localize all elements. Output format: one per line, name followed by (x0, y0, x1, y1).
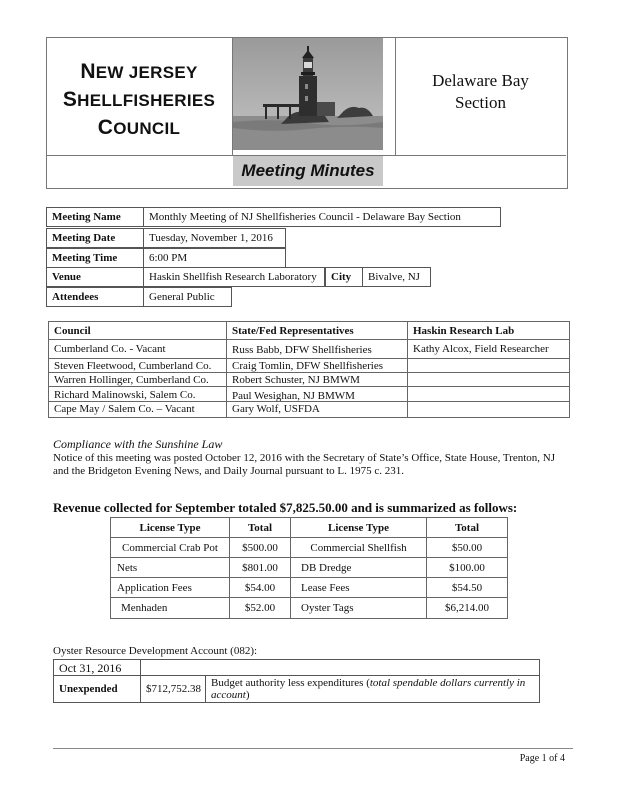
table-cell: $54.00 (229, 577, 291, 598)
section-title-line: Section (455, 93, 506, 112)
council-title-word: HELLFISHERIES (77, 91, 216, 110)
meeting-date-label: Meeting Date (46, 228, 144, 248)
table-cell: Lease Fees (290, 577, 427, 598)
table-cell: Oyster Tags (290, 597, 427, 619)
council-title-initial: S (62, 88, 78, 111)
table-cell: Cumberland Co. - Vacant (48, 339, 227, 359)
table-cell: Commercial Crab Pot (110, 537, 230, 558)
lighthouse-photo (233, 38, 383, 150)
unexpended-description (205, 675, 540, 703)
revenue-col-header: Total (229, 517, 291, 538)
oyster-account-heading: Oyster Resource Development Account (082): (53, 645, 258, 657)
description-text: ) (245, 689, 250, 701)
table-cell (407, 386, 570, 402)
oyster-date: Oct 31, 2016 (53, 659, 141, 676)
table-cell: Richard Malinowski, Salem Co. (48, 386, 227, 402)
table-cell: Gary Wolf, USFDA (226, 401, 408, 418)
meeting-minutes-title: Meeting Minutes (233, 156, 383, 186)
table-cell: $100.00 (426, 557, 508, 578)
attendees-label: Attendees (46, 287, 144, 307)
footer-divider (53, 748, 573, 749)
table-cell: Craig Tomlin, DFW Shellfisheries (226, 358, 408, 373)
table-cell (407, 372, 570, 387)
table-cell: Paul Wesighan, NJ BMWM (226, 386, 408, 402)
sunshine-paragraph (53, 452, 573, 478)
table-cell: Cape May / Salem Co. – Vacant (48, 401, 227, 418)
sunshine-heading: Compliance with the Sunshine Law (53, 437, 223, 451)
table-cell: Commercial Shellfish (290, 537, 427, 558)
table-cell: Warren Hollinger, Cumberland Co. (48, 372, 227, 387)
unexpended-label: Unexpended (53, 675, 141, 703)
attendees-value: General Public (143, 287, 232, 307)
meeting-time-value: 6:00 PM (143, 248, 286, 268)
representatives-col-header: State/Fed Representatives (226, 321, 408, 340)
council-col-header: Council (48, 321, 227, 340)
table-cell: $801.00 (229, 557, 291, 578)
table-cell: Menhaden (110, 597, 230, 619)
table-cell: DB Dredge (290, 557, 427, 578)
meeting-name-label: Meeting Name (46, 207, 144, 227)
sunshine-line: Notice of this meeting was posted October 12, 2016 with the Secretary of State’s Office, State House, Trenton, NJ (53, 452, 556, 464)
table-cell: Steven Fleetwood, Cumberland Co. (48, 358, 227, 373)
table-cell: Russ Babb, DFW Shellfisheries (226, 339, 408, 359)
description-italic: total spendable dollars currently in account (211, 677, 526, 701)
table-cell: $54.50 (426, 577, 508, 598)
revenue-col-header: License Type (110, 517, 230, 538)
table-cell: Nets (110, 557, 230, 578)
city-value: Bivalve, NJ (362, 267, 431, 287)
page-number: Page 1 of 4 (519, 753, 565, 764)
table-cell: Kathy Alcox, Field Researcher (407, 339, 570, 359)
table-cell (407, 401, 570, 418)
description-text: Budget authority less expenditures ( (211, 677, 370, 689)
section-title (395, 70, 566, 114)
section-title-line: Delaware Bay (432, 71, 529, 90)
revenue-heading: Revenue collected for September totaled $7,825.50.00 and is summarized as follows: (53, 500, 518, 515)
table-cell: $50.00 (426, 537, 508, 558)
table-cell: $6,214.00 (426, 597, 508, 619)
venue-value: Haskin Shellfish Research Laboratory (143, 267, 325, 287)
city-label: City (325, 267, 363, 287)
meeting-time-label: Meeting Time (46, 248, 144, 268)
revenue-col-header: Total (426, 517, 508, 538)
oyster-date-spacer (140, 659, 540, 676)
table-cell: $52.00 (229, 597, 291, 619)
haskin-col-header: Haskin Research Lab (407, 321, 570, 340)
council-title-word: OUNCIL (113, 119, 181, 138)
council-title-initial: C (97, 116, 114, 139)
table-cell: $500.00 (229, 537, 291, 558)
council-title (46, 58, 232, 142)
unexpended-amount: $712,752.38 (140, 675, 206, 703)
table-cell: Application Fees (110, 577, 230, 598)
revenue-col-header: License Type (290, 517, 427, 538)
council-title-word: EW JERSEY (95, 63, 198, 82)
table-cell (407, 358, 570, 373)
council-title-initial: N (80, 60, 96, 83)
meeting-date-value: Tuesday, November 1, 2016 (143, 228, 286, 248)
table-cell: Robert Schuster, NJ BMWM (226, 372, 408, 387)
sunshine-line: and the Bridgeton Evening News, and Daily Journal pursuant to L. 1975 c. 231. (53, 465, 405, 477)
meeting-name-value: Monthly Meeting of NJ Shellfisheries Council - Delaware Bay Section (143, 207, 501, 227)
venue-label: Venue (46, 267, 144, 287)
